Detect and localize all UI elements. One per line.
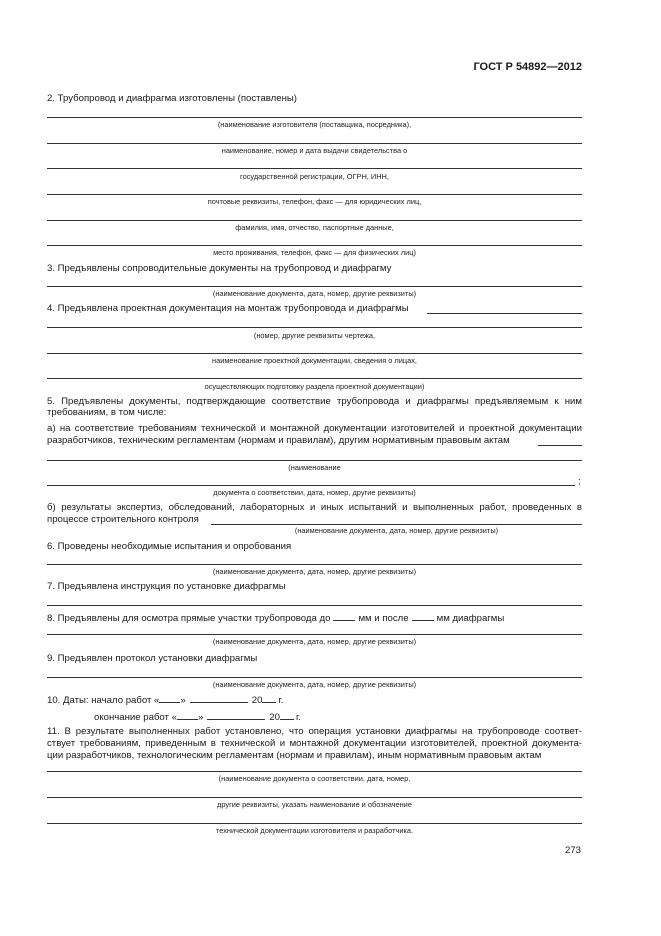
fill-line[interactable] [47,564,582,565]
fill-line[interactable] [538,445,582,446]
close-quote: » [197,712,204,723]
section-11-line: ствует требованиям, приведенным в технической и монтажной документации изготовителей, проектной документа- [47,738,582,749]
start-label: 10. Даты: начало работ « [47,695,160,706]
page-number: 273 [564,845,581,856]
fill-line[interactable] [47,605,582,606]
field-caption: (наименование документа, дата, номер, другие реквизиты) [212,289,417,298]
section-3-title: 3. Предъявлены сопроводительные документы на трубопровод и диафрагму [47,263,392,274]
year-prefix: 20 [251,695,263,706]
section-8-part1: 8. Предъявлены для осмотра прямые участки трубопровода до [47,613,331,624]
fill-line[interactable] [47,220,582,221]
field-caption: (наименование [288,463,341,472]
fill-line[interactable] [47,823,582,824]
fill-line[interactable] [47,143,582,144]
section-6-title: 6. Проведены необходимые испытания и опробования [47,541,292,552]
field-caption: (наименование документа, дата, номер, другие реквизиты) [212,637,417,646]
field-caption: технической документации изготовителя и разработчика. [215,826,414,835]
field-caption: осуществляющих подготовку раздела проектной документации) [204,382,425,391]
field-caption: (наименование документа, дата, номер, другие реквизиты) [212,567,417,576]
fill-line[interactable] [427,313,582,314]
field-caption: место проживания, телефон, факс — для физических лиц) [213,248,416,257]
section-5b-line: б) результаты экспертиз, обследований, лабораторных и иных испытаний и выполненных работ, проведенных в [47,502,582,513]
section-5a-line: разработчиков, техническим регламентам (нормам и правилам), другим нормативным правовым актам [47,435,510,446]
fill-line[interactable] [47,378,582,379]
field-caption: документа о соответствии, дата, номер, другие реквизиты) [213,488,416,497]
section-11-line: 11. В результате выполненных работ установлено, что операция установки диафрагмы на трубопроводе соответ- [47,726,582,737]
section-8-text [47,611,504,624]
year-suffix: г. [295,712,301,723]
section-5-line: требованиям, в том числе: [47,407,167,418]
section-9-title: 9. Предъявлен протокол установки диафрагмы [47,653,258,664]
fill-line[interactable] [47,327,582,328]
section-5a-line: а) на соответствие требованиям технической и монтажной документации изготовителей и проектной документации [47,423,582,434]
field-caption: (наименование документа о соответствии, дата, номер, [218,774,411,783]
work-start-date [47,693,283,706]
fill-line[interactable] [47,353,582,354]
fill-line[interactable] [47,286,582,287]
field-caption: (наименование документа, дата, номер, другие реквизиты) [294,526,499,535]
fill-line[interactable] [47,771,582,772]
fill-line[interactable] [47,245,582,246]
field-caption: наименование проектной документации, сведения о лицах, [212,356,417,365]
section-4-title: 4. Предъявлена проектная документация на монтаж трубопровода и диафрагмы [47,303,409,314]
section-5-line: 5. Предъявлены документы, подтверждающие соответствие трубопровода и диафрагмы предъявляемым к ним [47,396,582,407]
after-length-field[interactable] [412,611,434,621]
field-caption: фамилия, имя, отчество, паспортные данные, [235,223,394,232]
fill-line[interactable] [47,194,582,195]
section-8-part3: мм диафрагмы [436,613,505,624]
field-caption: (наименование документа, дата, номер, другие реквизиты) [212,680,417,689]
fill-line[interactable] [47,117,582,118]
end-day-field[interactable] [177,710,198,720]
start-day-field[interactable] [159,693,180,703]
field-caption: (номер, другие реквизиты чертежа, [253,331,376,340]
work-end-date [94,710,301,723]
section-8-part2: мм и после [358,613,409,624]
field-caption: наименование, номер и дата выдачи свидетельства о [221,146,408,155]
fill-line[interactable] [47,460,582,461]
fill-line[interactable] [47,797,582,798]
field-caption: (наименование изготовителя (поставщика, посредника), [217,120,412,129]
semicolon: ; [578,476,581,487]
section-7-title: 7. Предъявлена инструкция по установке диафрагмы [47,581,286,592]
field-caption: государственной регистрации, ОГРН, ИНН, [240,172,389,181]
fill-line[interactable] [47,485,575,486]
fill-line[interactable] [47,168,582,169]
before-length-field[interactable] [333,611,355,621]
section-2-title: 2. Трубопровод и диафрагма изготовлены (поставлены) [47,93,297,104]
section-5b-line: процессе строительного контроля [47,514,199,525]
fill-line[interactable] [47,634,582,635]
fill-line[interactable] [47,677,582,678]
start-month-field[interactable] [190,693,248,703]
fill-line[interactable] [211,524,582,525]
year-prefix: 20 [269,712,280,723]
year-suffix: г. [278,695,284,706]
section-11-line: ции разработчиков, технологическим регламентам (нормам и правилам), иным нормативным правовым актам [47,750,542,761]
end-label: окончание работ « [94,712,177,723]
close-quote: » [180,695,186,706]
field-caption: другие реквизиты, указать наименование и обозначение [217,800,412,809]
field-caption: почтовые реквизиты, телефон, факс — для юридических лиц, [207,197,422,206]
end-year-field[interactable] [280,710,294,720]
end-month-field[interactable] [207,710,265,720]
standard-designation: ГОСТ Р 54892—2012 [473,61,582,73]
start-year-field[interactable] [262,693,276,703]
